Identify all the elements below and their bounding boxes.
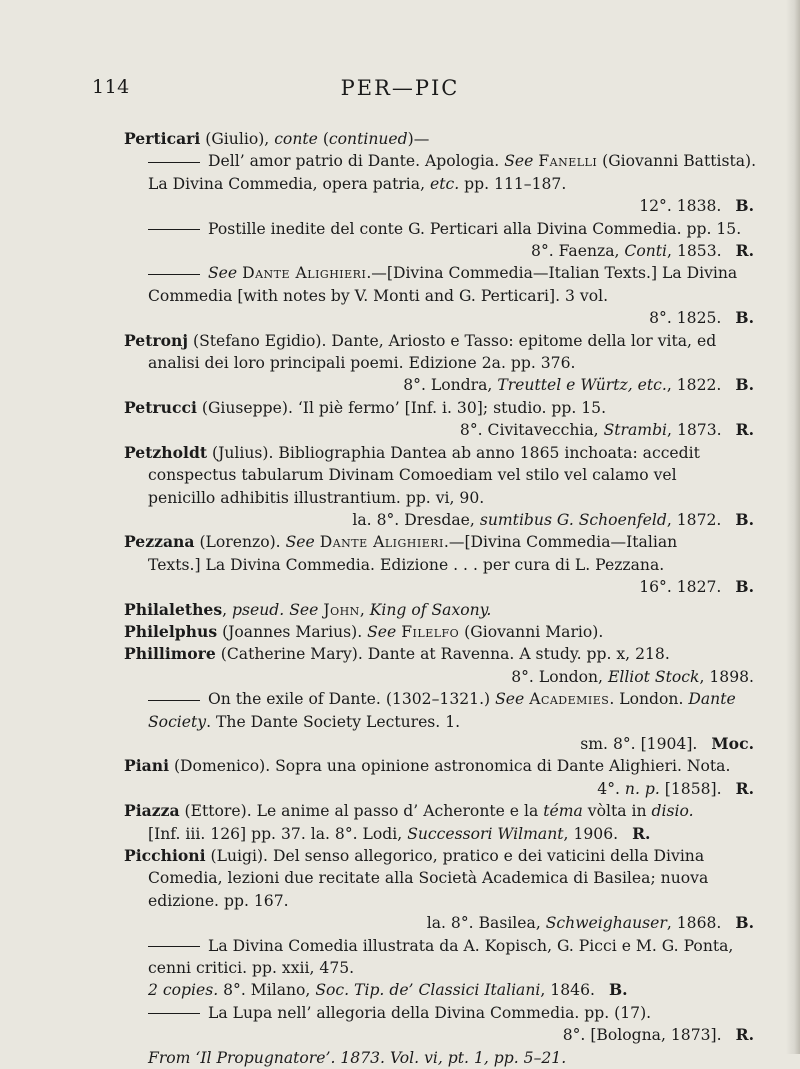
- entry-text: (Domenico). Sopra una opinione astronomica di Dante Alighieri. Nota.: [169, 757, 731, 776]
- entry-line: [124, 464, 754, 486]
- entry-text: la. 8°. Dresdae,: [352, 510, 480, 529]
- entry-text: , 1873.: [667, 421, 722, 440]
- entry-text: See: [285, 533, 315, 552]
- entry-line: [124, 218, 754, 240]
- entry-text: Schweighauser: [545, 914, 667, 933]
- entry-line: [124, 487, 754, 509]
- entry-line: [124, 979, 754, 1001]
- entry-heading-line: [124, 128, 754, 150]
- entry-text: Postille inedite del conte G. Perticari alla Divina Commedia. pp. 15.: [208, 219, 742, 238]
- entry-text: See: [495, 690, 525, 709]
- entry-line: [124, 352, 754, 374]
- entry-heading-line: [124, 397, 754, 419]
- entry-line: [124, 1047, 754, 1069]
- entry-text: See: [367, 622, 397, 641]
- entry-text: See: [289, 600, 319, 619]
- entry-text: 8°. Milano,: [218, 981, 316, 1000]
- entry-text: cenni critici. pp. xxii, 475.: [148, 959, 355, 978]
- entry-author: Perticari: [124, 129, 201, 148]
- page-edge: [786, 0, 800, 1054]
- entry-text: Soc. Tip. de’ Classici Italiani: [315, 981, 541, 1000]
- entry-text: conspectus tabularum Divinam Comoediam vel stilo vel calamo vel: [148, 466, 677, 485]
- entry-text: . London.: [609, 690, 689, 709]
- entry-text: Treuttel e Würtz, etc.: [497, 376, 667, 395]
- entry-text: conte: [274, 130, 318, 148]
- entry-text: 12°. 1838.: [639, 197, 722, 216]
- catalogue-entries: [124, 128, 757, 1069]
- entry-author: Petrucci: [124, 397, 197, 417]
- entry-text: , 1868.: [666, 914, 722, 933]
- entry-text: 8°. Civitavecchia,: [459, 421, 604, 440]
- entry-line: [124, 867, 754, 889]
- entry-text: La Lupa nell’ allegoria della Divina Commedia. pp. (17).: [208, 1003, 652, 1022]
- entry-text: (Giovanni Battista).: [597, 152, 757, 171]
- entry-heading-line: [124, 755, 754, 777]
- entry-text: (Joannes Marius).: [217, 622, 368, 641]
- entry-line: [124, 240, 754, 262]
- ditto-dash: [148, 946, 200, 947]
- entry-text: Elliot Stock: [607, 667, 700, 686]
- entry-text: , 1846.: [540, 981, 595, 1000]
- entry-line: [124, 711, 754, 733]
- entry-heading-line: [124, 800, 754, 822]
- entry-text: .—[Divina Commedia—Italian Texts.] La Divina: [366, 264, 738, 283]
- entry-line: [124, 733, 754, 755]
- entry-line: [124, 509, 754, 531]
- entry-heading-line: [124, 643, 754, 665]
- entry-author: Phillimore: [124, 644, 216, 664]
- entry-text: [Inf. iii. 126] pp. 37. la. 8°. Lodi,: [148, 824, 408, 843]
- entry-heading-line: [124, 531, 754, 553]
- entry-text: la. 8°. Basilea,: [426, 914, 546, 933]
- entry-text: (Julius). Bibliographia Dantea ab anno 1865 inchoata: accedit: [207, 443, 700, 462]
- entry-text: See: [504, 152, 534, 171]
- library-mark: B.: [735, 913, 754, 933]
- entry-line: [124, 419, 754, 441]
- library-mark: B.: [735, 509, 754, 529]
- entry-text: n. p.: [624, 779, 660, 798]
- entry-text: 8°. [Bologna, 1873].: [562, 1026, 722, 1045]
- entry-text: 4°.: [597, 779, 625, 798]
- entry-text: 8°. Faenza,: [531, 242, 625, 261]
- entry-text: Strambi: [603, 421, 668, 440]
- entry-text: . The Dante Society Lectures. 1.: [206, 712, 461, 731]
- entry-text: 8°. London,: [511, 667, 608, 686]
- entry-text: edizione. pp. 167.: [148, 891, 289, 910]
- ditto-dash: [148, 274, 200, 275]
- entry-heading-line: [124, 442, 754, 464]
- library-mark: R.: [735, 778, 754, 798]
- entry-line: [124, 666, 754, 688]
- entry-text: Successori Wilmant: [407, 824, 564, 843]
- entry-author: Philalethes: [124, 599, 223, 619]
- entry-text: Conti: [624, 242, 668, 261]
- entry-text: [1858].: [659, 779, 722, 798]
- entry-heading-line: [124, 599, 754, 621]
- entry-line: [124, 554, 754, 576]
- entry-line: [124, 935, 754, 957]
- entry-text: Society: [148, 712, 207, 731]
- entry-text: téma: [543, 802, 583, 821]
- entry-author: Philelphus: [124, 621, 218, 641]
- entry-text: , 1906.: [563, 824, 619, 843]
- entry-text: penicillo adhibitis illustrantium. pp. vi, 90.: [148, 488, 485, 507]
- entry-author: Pezzana: [124, 532, 195, 552]
- entry-text: Dante: [688, 690, 736, 709]
- library-mark: R.: [735, 1025, 754, 1045]
- entry-text: 8°. Londra,: [403, 376, 498, 395]
- entry-text: (Giulio),: [200, 130, 275, 148]
- entry-text: Comedia, lezioni due recitate alla Società Academica di Basilea; nuova: [148, 869, 709, 888]
- entry-text: La Divina Comedia illustrata da A. Kopisch, G. Picci e M. G. Ponta,: [208, 936, 734, 955]
- ditto-dash: [148, 162, 200, 163]
- entry-text: King of Saxony.: [369, 600, 492, 619]
- entry-line: [124, 912, 754, 934]
- entry-text: John: [323, 600, 360, 619]
- entry-author: Piani: [124, 756, 170, 776]
- entry-text: , 1853.: [667, 242, 722, 261]
- ditto-dash: [148, 1013, 200, 1014]
- entry-text: (Lorenzo).: [194, 533, 286, 552]
- entry-text: disio.: [651, 802, 694, 821]
- entry-text: 8°. 1825.: [649, 309, 722, 328]
- entry-text: (Luigi). Del senso allegorico, pratico e dei vaticini della Divina: [205, 847, 705, 865]
- page-number: 114: [92, 76, 130, 98]
- entry-text: Dante Alighieri: [319, 533, 444, 552]
- library-mark: B.: [608, 980, 628, 1000]
- entry-text: (Stefano Egidio). Dante, Ariosto e Tasso: epitome della lor vita, ed: [188, 331, 717, 350]
- ditto-dash: [148, 700, 200, 701]
- entry-text: From ‘Il Propugnatore’. 1873. Vol. vi, pt. 1, pp. 5–21.: [148, 1048, 567, 1067]
- library-mark: Moc.: [711, 733, 754, 753]
- library-mark: R.: [735, 420, 754, 440]
- entry-text: analisi dei loro principali poemi. Edizione 2a. pp. 376.: [148, 354, 576, 373]
- entry-text: Fanelli: [538, 152, 598, 171]
- entry-line: [124, 195, 754, 217]
- entry-line: [124, 1002, 754, 1024]
- library-mark: B.: [735, 375, 754, 395]
- running-head: PER—PIC: [340, 76, 460, 100]
- entry-line: [124, 150, 757, 172]
- entry-text: 2 copies.: [148, 981, 219, 1000]
- entry-line: [124, 778, 754, 800]
- entry-author: Petronj: [124, 330, 189, 350]
- entry-text: 16°. 1827.: [639, 578, 722, 597]
- entry-text: (Giovanni Mario).: [459, 622, 604, 641]
- entry-text: Academies: [529, 690, 610, 709]
- entry-text: (Catherine Mary). Dante at Ravenna. A study. pp. x, 218.: [215, 645, 670, 664]
- library-mark: B.: [735, 577, 754, 597]
- entry-line: [124, 576, 754, 598]
- entry-heading-line: [124, 621, 754, 643]
- library-mark: R.: [632, 823, 651, 843]
- library-mark: B.: [735, 308, 754, 328]
- entry-text: vòlta in: [582, 802, 652, 821]
- entry-text: continued: [328, 130, 408, 148]
- entry-author: Piazza: [124, 801, 180, 821]
- entry-text: , 1872.: [666, 510, 722, 529]
- entry-text: On the exile of Dante. (1302–1321.): [208, 690, 496, 709]
- entry-line: [124, 374, 754, 396]
- entry-heading-line: [124, 330, 754, 352]
- entry-text: pp. 111–187.: [459, 174, 567, 193]
- entry-text: (Giuseppe). ‘Il piè fermo’ [Inf. i. 30]; studio. pp. 15.: [196, 398, 607, 417]
- entry-text: (: [317, 130, 329, 148]
- entry-text: etc.: [430, 174, 460, 193]
- entry-text: Dante Alighieri: [242, 264, 367, 283]
- entry-line: [124, 1024, 754, 1046]
- entry-author: Petzholdt: [124, 442, 208, 462]
- entry-text: sm. 8°. [1904].: [580, 734, 698, 753]
- page-header: [0, 76, 800, 106]
- entry-heading-line: [124, 845, 754, 867]
- entry-line: [124, 285, 754, 307]
- entry-line: [124, 688, 754, 710]
- entry-text: , 1898.: [699, 667, 754, 686]
- entry-text: , 1822.: [666, 376, 722, 395]
- entry-line: [124, 957, 754, 979]
- entry-line: [124, 823, 754, 845]
- library-mark: B.: [735, 196, 754, 216]
- entry-text: Filelfo: [401, 622, 460, 641]
- entry-line: [124, 262, 754, 284]
- entry-line: [124, 307, 754, 329]
- entry-text: ,: [222, 600, 233, 619]
- entry-author: Picchioni: [124, 846, 206, 865]
- ditto-dash: [148, 229, 200, 230]
- library-mark: R.: [735, 241, 754, 261]
- entry-text: Dell’ amor patrio di Dante. Apologia.: [208, 152, 505, 171]
- entry-text: See: [208, 264, 238, 283]
- entry-line: [124, 173, 754, 195]
- entry-text: )—: [407, 130, 430, 148]
- entry-text: La Divina Commedia, opera patria,: [148, 174, 430, 193]
- entry-text: ,: [359, 600, 370, 619]
- entry-text: sumtibus G. Schoenfeld: [479, 510, 667, 529]
- entry-text: Texts.] La Divina Commedia. Edizione . . . per cura di L. Pezzana.: [148, 555, 665, 574]
- entry-text: .—[Divina Commedia—Italian: [443, 533, 678, 552]
- entry-text: (Ettore). Le anime al passo d’ Acheronte e la: [179, 802, 544, 821]
- entry-text: Commedia [with notes by V. Monti and G. Perticari]. 3 vol.: [148, 286, 609, 305]
- entry-text: pseud.: [232, 600, 285, 619]
- entry-line: [124, 890, 754, 912]
